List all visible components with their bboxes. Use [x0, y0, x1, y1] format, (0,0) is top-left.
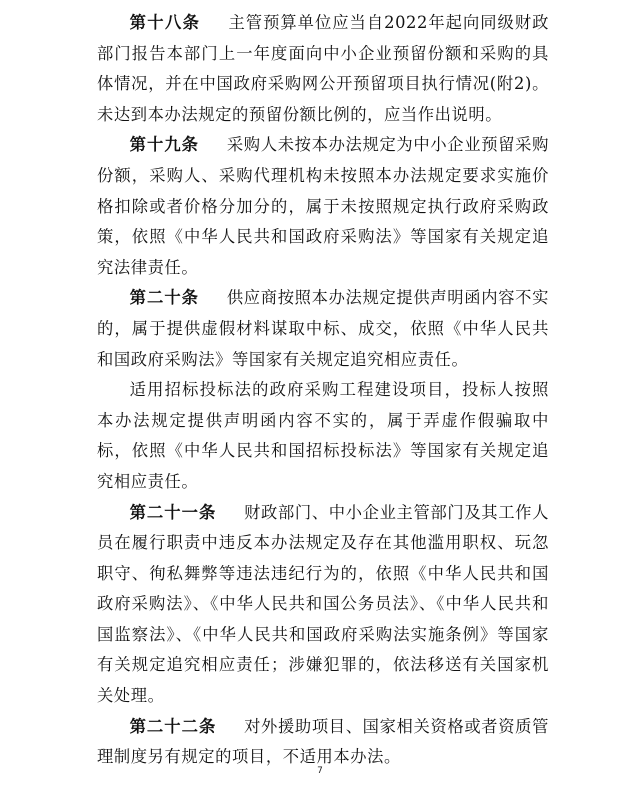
- article-20: [97, 283, 549, 375]
- article-20-paragraph-2: 适用招标投标法的政府采购工程建设项目，投标人按照本办法规定提供声明函内容不实的，属于弄虚作假骗取中标，依照《中华人民共和国招标投标法》等国家有关规定追究相应责任。: [97, 380, 549, 491]
- article-18-text: 主管预算单位应当自2022年起向同级财政部门报告本部门上一年度面向中小企业预留份额和采购的具体情况，并在中国政府采购网公开预留项目执行情况(附2)。未达到本办法规定的预留份额比例的，应当作出说明。: [97, 13, 549, 124]
- article-20-number: 第二十条: [129, 288, 200, 308]
- article-19-text: 采购人未按本办法规定为中小企业预留采购份额，采购人、采购代理机构未按照本办法规定要求实施价格扣除或者价格分加分的，属于未按照规定执行政府采购政策，依照《中华人民共和国政府采购法》等国家有关规定追究法律责任。: [97, 135, 549, 277]
- article-22-text: 对外援助项目、国家相关资格或者资质管理制度另有规定的项目，不适用本办法。: [97, 716, 549, 767]
- article-18: [97, 8, 549, 130]
- article-22-number: 第二十二条: [129, 716, 217, 736]
- article-22: [97, 712, 549, 773]
- page-number: 7: [317, 766, 323, 776]
- article-19-number: 第十九条: [129, 135, 200, 155]
- article-20-text: 供应商按照本办法规定提供声明函内容不实的，属于提供虚假材料谋取中标、成交，依照《中华人民共和国政府采购法》等国家有关规定追究相应责任。: [97, 288, 549, 369]
- article-21-text: 财政部门、中小企业主管部门及其工作人员在履行职责中违反本办法规定及存在其他滥用职权、玩忽职守、徇私舞弊等违法违纪行为的，依照《中华人民共和国政府采购法》、《中华人民共和国公务员法》、《中华人民共和国监察法》、《中华人民共和国政府采购法实施条例》等国家有关规定追究相应责任；涉嫌犯罪的，依法移送有关国家机关处理。: [97, 502, 549, 706]
- article-18-number: 第十八条: [129, 13, 201, 32]
- article-19: [97, 130, 549, 283]
- article-21: [97, 498, 549, 712]
- document-body: [97, 8, 549, 773]
- article-21-number: 第二十一条: [129, 502, 217, 522]
